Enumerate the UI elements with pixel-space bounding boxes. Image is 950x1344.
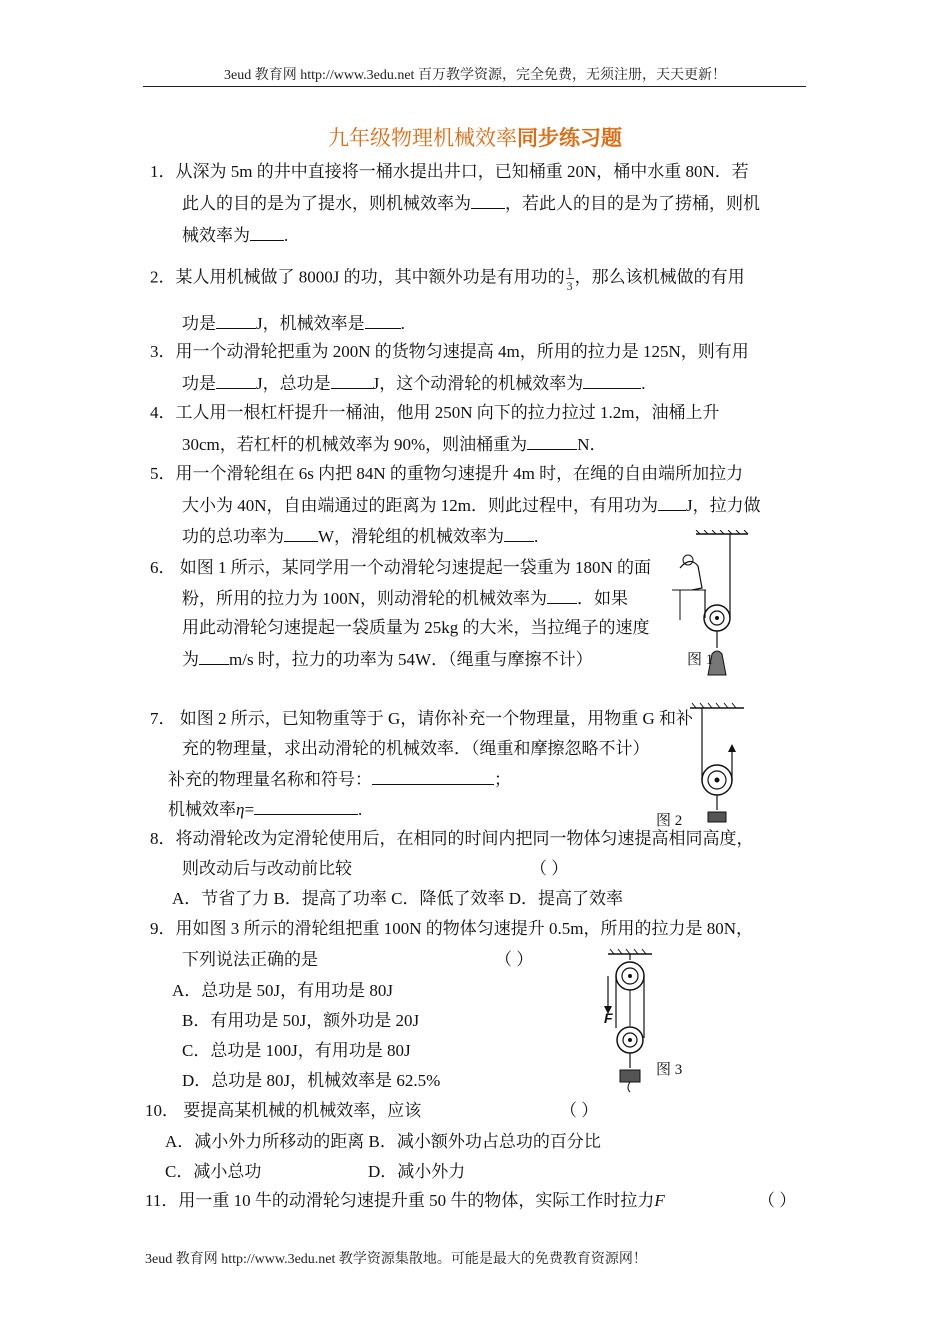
q7-blank-1[interactable]	[372, 768, 494, 785]
q9-line2: 下列说法正确的是	[182, 950, 318, 969]
q7-line1: 7． 如图 2 所示，已知物重等于 G，请你补充一个物理量，用物重 G 和补	[150, 709, 694, 728]
title-part2: 同步练习题	[517, 126, 622, 150]
q9-option-b: B．有用功是 50J，额外功是 20J	[182, 1011, 420, 1030]
q5-line3: 功的总功率为 W，滑轮组的机械效率为 .	[182, 527, 539, 546]
q10-answer-paren[interactable]: （ ）	[560, 1101, 599, 1120]
q6-blank-2[interactable]	[199, 648, 229, 665]
q1-blank-1[interactable]	[471, 192, 505, 209]
q8-options: A．节省了力 B．提高了功率 C．降低了效率 D．提高了效率	[172, 889, 623, 908]
q9-line1: 9．用如图 3 所示的滑轮组把重 100N 的物体匀速提升 0.5m，所用的拉力是 80N，	[150, 919, 754, 938]
q9-answer-paren[interactable]: （ ）	[495, 950, 534, 969]
q5-blank-3[interactable]	[504, 525, 534, 542]
q2-fraction: $\frac{1}{3}$	[566, 264, 573, 293]
q7-line4: 机械效率η= .	[168, 800, 363, 819]
figure-3-label: 图 3	[656, 1062, 683, 1078]
q5-blank-1[interactable]	[658, 494, 686, 511]
figure-3-force-label: F	[604, 1010, 613, 1026]
q8-line2: 则改动后与改动前比较	[182, 859, 352, 878]
q6-line1: 6． 如图 1 所示，某同学用一个动滑轮匀速提起一袋重为 180N 的面	[150, 558, 652, 577]
q5-blank-2[interactable]	[284, 525, 318, 542]
q9-option-a: A．总功是 50J，有用功是 80J	[172, 981, 394, 1000]
q4-line2: 30cm，若杠杆的机械效率为 90%，则油桶重为 N．	[182, 435, 607, 454]
page-header: 3eud 教育网 http://www.3edu.net 百万教学资源，完全免费，无须注册，天天更新！	[224, 68, 726, 83]
q5-line2: 大小为 40N，自由端通过的距离为 12m．则此过程中，有用功为 J，拉力做	[182, 496, 761, 515]
q3-blank-3[interactable]	[583, 372, 641, 389]
q2-line2: 功是 J，机械效率是 .	[182, 314, 405, 333]
q7-line3: 补充的物理量名称和符号： ；	[168, 770, 511, 789]
q2-line1: 2．某人用机械做了 8000J 的功，其中额外功是有用功的 $\frac{1}{3}$ ，那么该机械做的有用	[150, 264, 745, 293]
document-title	[0, 122, 950, 152]
figure-1-label: 图 1	[687, 652, 714, 668]
q10-options-ab: A．减小外力所移动的距离 B．减小额外功占总功的百分比	[165, 1132, 601, 1151]
q2-blank-1[interactable]	[216, 312, 256, 329]
q4-line1: 4．工人用一根杠杆提升一桶油，他用 250N 向下的拉力拉过 1.2m，油桶上升	[150, 403, 720, 422]
q11-line1: 11．用一重 10 牛的动滑轮匀速提升重 50 牛的物体，实际工作时拉力F	[145, 1191, 665, 1210]
figure-2-label: 图 2	[656, 813, 683, 829]
q9-option-d: D．总功是 80J，机械效率是 62.5%	[182, 1071, 441, 1090]
q3-line1: 3．用一个动滑轮把重为 200N 的货物匀速提高 4m，所用的拉力是 125N，则有用	[150, 342, 749, 361]
q11-answer-paren[interactable]: （ ）	[758, 1191, 797, 1210]
q6-blank-1[interactable]	[547, 587, 577, 604]
q1-blank-2[interactable]	[250, 224, 284, 241]
q1-line1: 1．从深为 5m 的井中直接将一桶水提出井口，已知桶重 20N，桶中水重 80N．若	[150, 162, 749, 181]
q3-line2: 功是 J，总功是 J，这个动滑轮的机械效率为 .	[182, 374, 646, 393]
q6-line4: 为 m/s 时，拉力的功率为 54W．（绳重与摩擦不计）	[182, 650, 593, 669]
q3-blank-1[interactable]	[216, 372, 256, 389]
q10-line1: 10． 要提高某机械的机械效率，应该	[145, 1101, 422, 1120]
q1-line3: 械效率为 .	[182, 226, 289, 245]
header-rule	[143, 86, 806, 87]
q7-blank-2[interactable]	[254, 798, 358, 815]
q10-option-d: D．减小外力	[368, 1162, 466, 1181]
q6-line3: 用此动滑轮匀速提起一袋质量为 25kg 的大米，当拉绳子的速度	[182, 618, 650, 637]
title-part1: 九年级物理机械效率	[328, 126, 517, 150]
q9-option-c: C．总功是 100J，有用功是 80J	[182, 1041, 411, 1060]
q8-answer-paren[interactable]: （ ）	[530, 859, 569, 878]
q5-line1: 5．用一个滑轮组在 6s 内把 84N 的重物匀速提升 4m 时，在绳的自由端所加拉力	[150, 464, 744, 483]
q1-line2: 此人的目的是为了提水，则机械效率为 ，若此人的目的是为了捞桶，则机	[182, 194, 760, 213]
q7-line2: 充的物理量，求出动滑轮的机械效率．（绳重和摩擦忽略不计）	[182, 739, 650, 758]
q8-line1: 8．将动滑轮改为定滑轮使用后，在相同的时间内把同一物体匀速提高相同高度，	[150, 829, 754, 848]
figure-2-movable-pulley	[688, 700, 748, 830]
q6-line2: 粉，所用的拉力为 100N，则动滑轮的机械效率为 ．如果	[182, 589, 629, 608]
q10-option-c: C．减小总功	[165, 1162, 262, 1181]
q3-blank-2[interactable]	[331, 372, 373, 389]
q2-blank-2[interactable]	[365, 312, 401, 329]
q4-blank-1[interactable]	[527, 433, 577, 450]
page-footer: 3eud 教育网 http://www.3edu.net 教学资源集散地。可能是最大的免费教育资源网！	[145, 1252, 647, 1267]
